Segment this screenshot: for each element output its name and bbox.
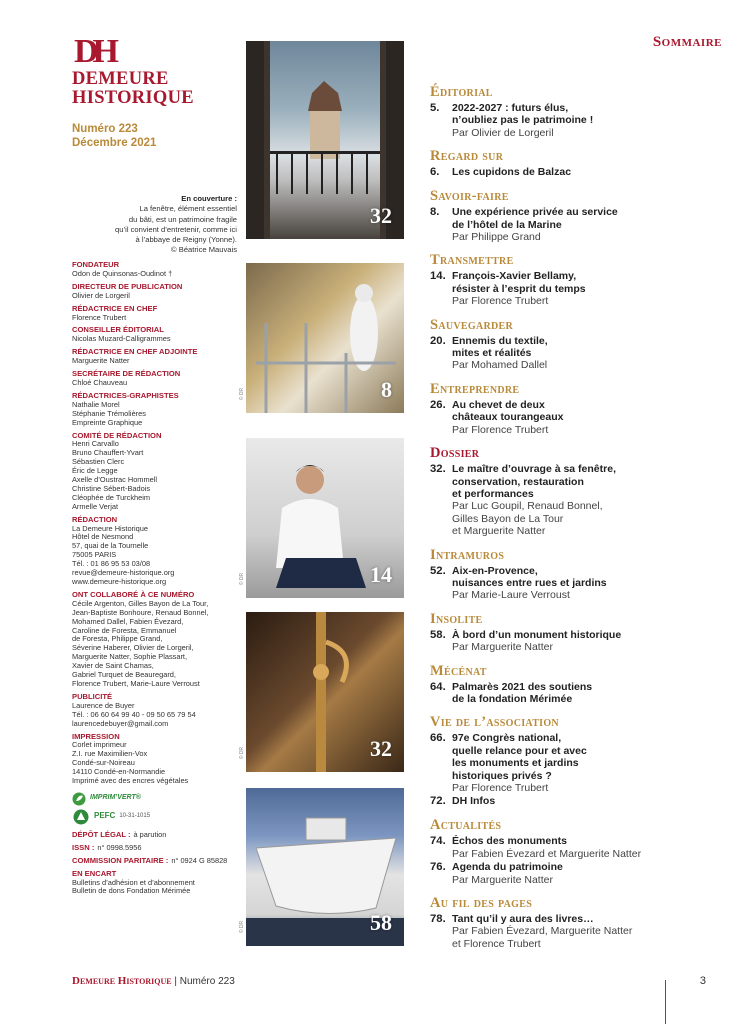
footer-issue: Numéro 223 [179, 976, 235, 987]
masthead [72, 30, 237, 256]
toc-section [430, 381, 730, 436]
photo-restoration [239, 263, 404, 413]
toc-section-heading: Savoir-faire [430, 188, 509, 205]
toc-entry-title: Échos des monuments [452, 835, 567, 848]
legal-heading: ISSN : [72, 842, 95, 852]
photo-page-number: 32 [370, 736, 392, 761]
credit-line: Bruno Chauffert-Yvart [72, 448, 144, 458]
credit-heading: SECRÉTAIRE DE RÉDACTION [72, 369, 181, 379]
toc-section [430, 84, 730, 139]
toc-section-heading: Regard sur [430, 148, 504, 165]
credit-line: Tél. : 06 60 64 99 40 - 09 50 65 79 54 [72, 709, 196, 719]
credit-section [72, 591, 237, 689]
credit-line: La Demeure Historique [72, 523, 148, 533]
toc-entry-text [452, 681, 592, 706]
toc-entry-page: 64. [430, 680, 446, 693]
credit-line: Tél. : 01 86 95 53 03/08 [72, 559, 151, 569]
photo-page-number: 14 [370, 562, 392, 587]
toc-entry[interactable] [430, 206, 730, 243]
credit-line: Empreinte Graphique [72, 417, 143, 427]
toc-entry-title: Tant qu’il y aura des livres… [452, 913, 594, 926]
toc-entry-authors: Par Olivier de Lorgeril [452, 126, 554, 139]
legal-value: Bulletins d’adhésion et d’abonnement Bulletin de dons Fondation Mérimée [72, 877, 195, 896]
toc-entry-page: 26. [430, 398, 446, 411]
credit-line: Cécile Argenton, Gilles Bayon de La Tour, [72, 598, 209, 608]
toc-entry-title: Ennemis du textile, mites et réalités [452, 334, 548, 360]
cover-line: La fenêtre, élément essentiel [139, 204, 237, 214]
toc-entry-page: 58. [430, 628, 446, 641]
credit-line: Odon de Quinsonas-Oudinot † [72, 268, 173, 278]
legal-list [72, 831, 237, 896]
toc-section-heading: Intramuros [430, 546, 505, 563]
toc-entry-authors: Par Marguerite Natter [452, 641, 553, 654]
credit-section [72, 305, 237, 323]
photo-page-number: 32 [370, 203, 392, 228]
pefc-label: PEFC [94, 811, 116, 821]
toc-entry[interactable] [430, 681, 730, 706]
credit-section [72, 348, 237, 366]
credit-line: Florence Trubert [72, 312, 127, 322]
table-of-contents [430, 84, 730, 959]
legal-value: n° 0998.5956 [97, 842, 142, 852]
toc-entry-authors: Par Florence Trubert [452, 782, 549, 794]
toc-entry-authors: Par Fabien Évezard, Marguerite Natter et Florence Trubert [452, 925, 633, 950]
toc-entry-title: Aix-en-Provence, nuisances entre rues et jardins [452, 564, 607, 589]
credit-list [72, 261, 237, 786]
legal-item [72, 870, 237, 897]
toc-entry-page: 6. [430, 166, 440, 179]
toc-entry-page: 78. [430, 913, 446, 926]
credit-heading: RÉDACTRICE EN CHEF [72, 303, 158, 313]
credit-line: 14110 Condé-en-Normandie [72, 767, 166, 777]
legal-item [72, 844, 237, 853]
toc-entry-title: Agenda du patrimoine [452, 861, 563, 874]
page-number: 3 [699, 975, 706, 987]
toc-entry[interactable] [430, 913, 730, 950]
legal-item [72, 831, 237, 840]
credit-section [72, 392, 237, 428]
credit-line: Caroline de Foresta, Emmanuel [72, 625, 177, 635]
toc-entry-text [452, 732, 587, 794]
credit-line: Olivier de Lorgeril [72, 290, 130, 300]
toc-entry-title: Le maître d’ouvrage à sa fenêtre, conservation, restauration et performances [452, 463, 616, 500]
cover-note [72, 194, 237, 256]
credit-line: Corlet imprimeur [72, 740, 127, 750]
toc-section [430, 445, 730, 537]
credit-line: Xavier de Saint Chamas, [72, 661, 154, 671]
toc-section-heading: Mécénat [430, 662, 487, 679]
toc-entry[interactable] [430, 835, 730, 860]
toc-entry-title: Les cupidons de Balzac [452, 166, 572, 179]
leaf-icon [72, 792, 86, 806]
toc-section-heading: Insolite [430, 610, 483, 627]
legal-heading: DÉPÔT LÉGAL : [72, 829, 131, 839]
cover-heading: En couverture : [181, 194, 237, 203]
credit-line: Nicolas Muzard-Calligrammes [72, 334, 171, 344]
credit-line: Christine Sébert-Badois [72, 483, 151, 493]
credit-line: 75005 PARIS [72, 550, 117, 560]
toc-entry[interactable] [430, 565, 730, 602]
credit-heading: IMPRESSION [72, 731, 120, 741]
credit-line: Gabriel Turquet de Beauregard, [72, 670, 176, 680]
legal-heading: COMMISSION PARITAIRE : [72, 855, 169, 865]
toc-entry-text [452, 399, 563, 436]
toc-entry-page: 20. [430, 334, 446, 347]
toc-section-heading: Sauvegarder [430, 316, 514, 333]
credit-line: Z.I. rue Maximilien-Vox [72, 749, 148, 759]
toc-entry[interactable] [430, 102, 730, 139]
credit-line: Florence Trubert, Marie-Laure Verroust [72, 678, 200, 688]
credit-line: Armelle Verjat [72, 501, 119, 511]
toc-entry-authors: Par Florence Trubert [452, 295, 549, 308]
toc-entry-title: DH Infos [452, 795, 496, 808]
toc-entry-text [452, 913, 632, 950]
toc-entry-text [452, 463, 616, 537]
toc-entry-page: 8. [430, 206, 440, 219]
toc-section [430, 188, 730, 243]
credit-heading: RÉDACTRICE EN CHEF ADJOINTE [72, 347, 198, 357]
toc-entry-authors: Par Florence Trubert [452, 423, 549, 436]
toc-entry-text [452, 335, 548, 372]
footer-divider [665, 980, 666, 1024]
footer-brand: Demeure Historique [72, 975, 172, 987]
credit-heading: DIRECTEUR DE PUBLICATION [72, 281, 183, 291]
credit-line: Nathalie Morel [72, 399, 120, 409]
credit-line: Marguerite Natter [72, 356, 130, 366]
cover-line: du bâti, est un patrimoine fragile [128, 214, 237, 224]
credit-line: laurencedebuyer@gmail.com [72, 718, 169, 728]
credit-section [72, 516, 237, 587]
credit-line: Hôtel de Nesmond [72, 532, 134, 542]
credit-line: Henri Carvallo [72, 439, 119, 449]
photo-credit: © DR [239, 920, 246, 934]
credit-heading: RÉDACTION [72, 514, 118, 524]
photo-window [246, 41, 404, 239]
cover-line: qu’il convient d’entretenir, comme ici [115, 224, 237, 234]
toc-entry[interactable] [430, 795, 730, 808]
tree-icon [72, 809, 90, 825]
toc-entry-text [452, 270, 586, 307]
toc-entry-text [452, 565, 607, 602]
credit-line: Mohamed Dallel, Fabien Évezard, [72, 616, 184, 626]
toc-section-heading: Éditorial [430, 84, 493, 100]
credit-section [72, 733, 237, 786]
toc-entry-authors: Par Luc Goupil, Renaud Bonnel, Gilles Bayon de La Tour et Marguerite Natter [452, 500, 603, 538]
toc-entry-title: 97e Congrès national, quelle relance pour et avec les monuments et jardins historiques privés ? [452, 732, 587, 782]
toc-section [430, 895, 730, 950]
credit-line: Séverine Haberer, Olivier de Lorgeril, [72, 643, 194, 653]
credit-section [72, 261, 237, 279]
toc-entry-page: 32. [430, 463, 446, 476]
photo-boat [239, 788, 404, 946]
cover-line: à l’abbaye de Reigny (Yonne). [135, 235, 237, 245]
toc-entry-text [452, 629, 621, 654]
photo-window-latch [239, 612, 404, 772]
toc-entry-text [452, 206, 618, 243]
toc-entry[interactable] [430, 463, 730, 537]
credit-heading: FONDATEUR [72, 260, 120, 269]
photo-page-number: 58 [370, 910, 392, 935]
credit-line: revue@demeure-historique.org [72, 568, 175, 578]
credit-line: de Foresta, Philippe Grand, [72, 634, 163, 644]
credit-line: Imprimé avec des encres végétales [72, 776, 189, 786]
toc-section [430, 714, 730, 808]
toc-entry-page: 74. [430, 835, 446, 848]
credit-section [72, 326, 237, 344]
photo-portrait [239, 438, 404, 598]
toc-section-heading: Transmettre [430, 252, 514, 269]
toc-section-heading: Vie de l’association [430, 714, 559, 731]
credit-line: Éric de Legge [72, 466, 118, 476]
page-footer [72, 975, 235, 987]
credit-line: Axelle d’Oustrac Hommell [72, 475, 158, 485]
legal-item [72, 857, 237, 866]
photo-credit: © DR [239, 746, 246, 760]
section-label: Sommaire [652, 34, 722, 50]
credit-line: Chloé Chauveau [72, 377, 128, 387]
toc-entry[interactable] [430, 335, 730, 372]
toc-entry-text [452, 102, 593, 139]
toc-entry[interactable] [430, 629, 730, 654]
issue-date: Décembre 2021 [72, 137, 157, 149]
toc-entry[interactable] [430, 399, 730, 436]
toc-entry-authors: Par Philippe Grand [452, 231, 541, 244]
toc-entry-page: 14. [430, 270, 446, 283]
toc-entry-page: 72. [430, 795, 446, 808]
toc-entry-authors: Par Marguerite Natter [452, 873, 553, 886]
toc-section [430, 317, 730, 372]
toc-entry-title: François-Xavier Bellamy, résister à l’esprit du temps [452, 270, 586, 295]
footer-separator: | [171, 976, 180, 987]
photo-page-number: 8 [381, 377, 392, 402]
credit-line: Marguerite Natter, Sophie Plassart, [72, 652, 188, 662]
issue-number: Numéro 223 [72, 123, 138, 135]
brand-line1: DEMEURE [72, 69, 169, 89]
toc-entry-authors: Par Fabien Évezard et Marguerite Natter [452, 847, 642, 860]
pefc-code: 10-31-1015 [119, 813, 151, 820]
legal-value: à parution [133, 829, 167, 839]
cover-credit: © Béatrice Mauvais [171, 245, 237, 255]
credit-heading: ONT COLLABORÉ À CE NUMÉRO [72, 589, 195, 599]
toc-entry-title: Une expérience privée au service de l’hôtel de la Marine [452, 206, 618, 231]
toc-section-heading: Dossier [430, 445, 480, 462]
toc-entry-authors: Par Mohamed Dallel [452, 359, 548, 372]
toc-entry-page: 5. [430, 102, 440, 114]
credit-line: Stéphanie Trémolières [72, 408, 146, 418]
toc-section [430, 252, 730, 307]
toc-entry[interactable] [430, 861, 730, 886]
toc-entry-text [452, 835, 641, 860]
credit-line: Cléophée de Turckheim [72, 492, 151, 502]
toc-entry-text [452, 795, 495, 808]
credit-section [72, 370, 237, 388]
toc-entry-page: 52. [430, 564, 446, 577]
toc-entry-page: 76. [430, 861, 446, 874]
toc-entry[interactable] [430, 166, 730, 179]
toc-section [430, 611, 730, 654]
toc-section [430, 817, 730, 886]
masthead-credits [72, 261, 237, 900]
credit-heading: RÉDACTRICES-GRAPHISTES [72, 390, 179, 400]
toc-entry-title: À bord d’un monument historique [452, 628, 622, 641]
pefc-logo [72, 809, 237, 825]
toc-section-heading: Au fil des pages [430, 895, 533, 912]
credit-section [72, 283, 237, 301]
credit-line: Sébastien Clerc [72, 457, 125, 467]
dh-logo-icon [72, 30, 118, 68]
credit-heading: CONSEILLER ÉDITORIAL [72, 325, 164, 335]
toc-entry-title: Au chevet de deux châteaux tourangeaux [452, 398, 564, 424]
imprimvert-label: IMPRIM’VERT® [90, 794, 141, 802]
toc-section-heading: Entreprendre [430, 380, 520, 397]
credit-line: 57, quai de la Tournelle [72, 541, 149, 551]
toc-entry-text [452, 861, 563, 886]
toc-entry-title: Palmarès 2021 des soutiens de la fondation Mérimée [452, 680, 593, 705]
brand-name [72, 70, 237, 108]
brand-line2: HISTORIQUE [72, 88, 194, 108]
legal-value: n° 0924 G 85828 [171, 855, 228, 865]
toc-section [430, 663, 730, 706]
toc-section [430, 547, 730, 602]
toc-entry-page: 66. [430, 732, 446, 745]
toc-section-heading: Actualités [430, 817, 502, 834]
photo-credit: © DR [239, 572, 246, 586]
credit-line: Laurence de Buyer [72, 700, 135, 710]
logo-letters: DH [74, 33, 113, 70]
credit-heading: COMITÉ DE RÉDACTION [72, 430, 162, 440]
toc-section [430, 148, 730, 179]
toc-entry[interactable] [430, 732, 730, 794]
credit-line: Jean-Baptiste Bonhoure, Renaud Bonnel, [72, 607, 209, 617]
toc-entry-text [452, 166, 571, 179]
credit-heading: PUBLICITÉ [72, 691, 113, 701]
imprimvert-logo [72, 792, 237, 806]
toc-entry-authors: Par Marie-Laure Verroust [452, 589, 570, 602]
credit-line: Condé-sur-Noireau [72, 758, 135, 768]
toc-entry-title: 2022-2027 : futurs élus, n’oubliez pas le patrimoine ! [452, 102, 594, 127]
photo-credit: © DR [239, 387, 246, 401]
credit-line: www.demeure-historique.org [72, 577, 167, 586]
issue-info [72, 122, 237, 150]
legal-heading: EN ENCART [72, 868, 117, 878]
credit-section [72, 693, 237, 729]
toc-entry[interactable] [430, 270, 730, 307]
credit-section [72, 432, 237, 512]
